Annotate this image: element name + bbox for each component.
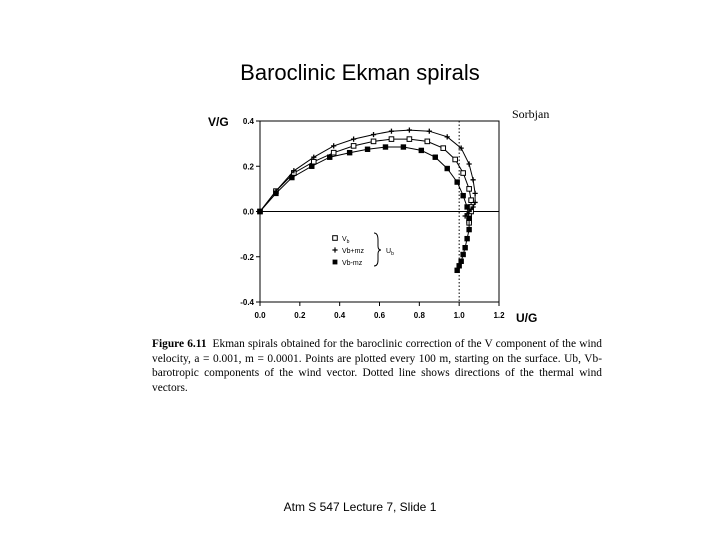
x-axis-label: U/G [516, 311, 538, 325]
series-1-point [471, 177, 476, 182]
series-2-point [274, 191, 279, 196]
legend-marker-open-square [333, 236, 338, 241]
y-tick-label: 0.0 [242, 207, 254, 217]
series-0-point [469, 198, 474, 203]
series-2-point [289, 175, 294, 180]
series-2-point [457, 263, 462, 268]
slide-title: Baroclinic Ekman spirals [240, 60, 480, 85]
legend-marker-plus [332, 247, 337, 252]
series-2-point [467, 227, 472, 232]
series-2-point [459, 259, 464, 264]
series-2-point [455, 180, 460, 185]
series-0-point [461, 171, 466, 176]
x-tick-label: 0.2 [294, 311, 306, 320]
series-1-point [389, 129, 394, 134]
series-2-point [258, 209, 263, 214]
x-tick-label: 0.4 [334, 311, 346, 320]
legend-marker [333, 236, 338, 241]
series-2-point [365, 147, 370, 152]
series-0-point [425, 139, 430, 144]
series-2-point [445, 166, 450, 171]
slide-footer: Atm S 547 Lecture 7, Slide 1 [283, 500, 437, 514]
series-2-point [309, 164, 314, 169]
legend-bracket-label: $U_b$ [386, 248, 394, 257]
figure-panel [150, 100, 605, 400]
legend-marker-filled-square [333, 260, 338, 265]
plot-layer [208, 115, 537, 325]
series-0-point [389, 137, 394, 142]
legend-label: $V_b$ [342, 236, 350, 245]
figure-source: Sorbjan [512, 107, 550, 121]
series-2-point [465, 236, 470, 241]
legend-marker [333, 260, 338, 265]
legend-label: Vb+mz [342, 248, 364, 255]
series-1-point [427, 129, 432, 134]
series-2-point [433, 155, 438, 160]
y-tick-label: -0.2 [240, 252, 254, 262]
series-line-2 [260, 147, 469, 270]
x-tick-label: 0.0 [254, 311, 266, 320]
legend-label: Vb-mz [342, 260, 363, 267]
series-1-point [331, 143, 336, 148]
series-2-point [327, 155, 332, 160]
series-1-point [473, 191, 478, 196]
series-2-point [461, 193, 466, 198]
y-tick-label: 0.4 [242, 117, 254, 126]
series-1-point [371, 132, 376, 137]
series-2-point [347, 150, 352, 155]
x-tick-label: 1.2 [493, 311, 505, 320]
series-1-point [407, 127, 412, 132]
y-axis-label: V/G [208, 115, 229, 129]
series-2-point [465, 205, 470, 210]
y-tick-label: -0.4 [240, 298, 254, 307]
series-1-point [351, 137, 356, 142]
series-0-point [407, 137, 412, 142]
series-2-point [383, 145, 388, 150]
caption-text: Ekman spirals obtained for the baroclinic correction of the V component of the wind velocity, a = 0.001, m = 0.0001. Points are plotted every 100 m, starting on the surface. Ub, Vb-barotropic components of the wind vector. Dotted line shows directions of the thermal wind vectors. [152, 338, 602, 394]
x-tick-label: 0.8 [413, 311, 425, 320]
series-0-point [311, 159, 316, 164]
legend-marker [332, 247, 337, 252]
series-2-point [401, 145, 406, 150]
figure-caption [152, 337, 602, 395]
chart-legend [332, 233, 394, 267]
series-1-point [467, 161, 472, 166]
series-2-point [461, 252, 466, 257]
caption-label: Figure 6.11 [152, 338, 207, 350]
series-0-point [351, 144, 356, 149]
series-2-point [419, 148, 424, 153]
x-tick-label: 0.6 [373, 311, 386, 320]
series-0-point [371, 139, 376, 144]
legend-bracket [374, 233, 381, 266]
series-0-point [331, 150, 336, 155]
series-2-point [463, 245, 468, 250]
ekman-spiral-chart [150, 100, 605, 335]
series-0-point [441, 146, 446, 151]
series-2-point [455, 268, 460, 273]
x-tick-label: 1.0 [453, 311, 465, 320]
series-0-point [453, 157, 458, 162]
series-2-point [467, 216, 472, 221]
y-tick-label: 0.2 [242, 162, 254, 172]
series-0-point [467, 187, 472, 192]
